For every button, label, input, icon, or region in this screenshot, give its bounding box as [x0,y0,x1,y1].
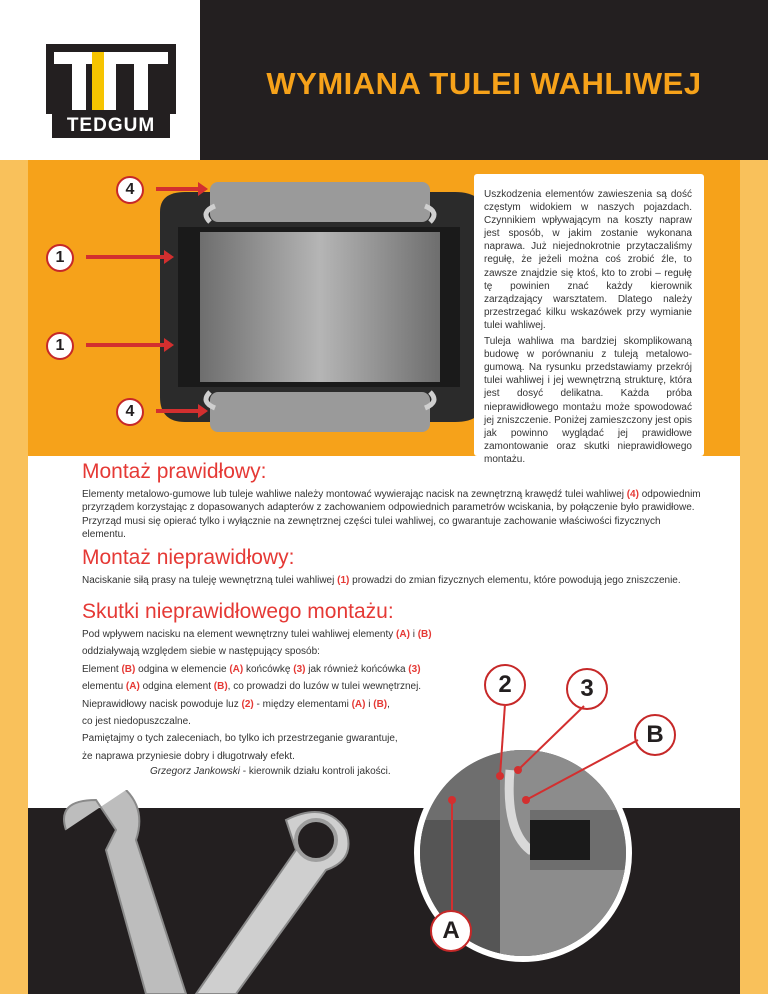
callout-1-bottom: 1 [46,332,74,360]
incorrect-mounting-text: Naciskanie siłą prasy na tuleję wewnętrzną tulei wahliwej (1) prowadzi do zmian fizycznych elementu, które powodują jego zniszczenie. [82,575,681,586]
wrench-icon [36,790,366,994]
callout-4-bottom: 4 [116,398,144,426]
right-stripe [740,160,768,994]
detail-label-a: A [430,910,472,952]
detail-label-3: 3 [566,668,608,710]
correct-mounting-heading: Montaż prawidłowy: [82,460,267,483]
detail-label-b: B [634,714,676,756]
arrow-1-top [86,255,166,259]
intro-text-box [474,174,704,465]
arrow-4-bottom [156,409,200,413]
arrow-1-bottom [86,343,166,347]
effects-heading: Skutki nieprawidłowego montażu: [82,600,394,623]
intro-paragraph-1: Uszkodzenia elementów zawieszenia są dość częstym widokiem w naszych pojazdach. Czynnikiem wpływającym na koszty napraw jest sposób, w jakim zostanie wykonana naprawa. Już niejednokrotnie przytaczaliśmy regułę, że jeżeli można coś zrobić źle, to zawsze znajdzie się ktoś, kto to zrobi – regułę tę powinien znać każdy kierownik zarządzający warsztatem. Dlatego należy przestrzegać kilku wskazówek przy wymianie tulei wahliwej. [484,189,692,331]
page-title: WYMIANA TULEI WAHLIWEJ [266,66,702,101]
logo-text: TEDGUM [52,114,170,138]
detail-label-2: 2 [484,664,526,706]
left-stripe [0,160,28,994]
bushing-cross-section-image [140,172,500,442]
effects-text: Pod wpływem nacisku na element wewnętrzny tulei wahliwej elementy (A) i (B) oddziaływają względem siebie w następujący sposób: Element (B) odgina w elemencie (A) końcówkę (3) jak również końcówka (3) elementu (A) odgina element (B), co prowadzi do luzów w tulei wewnętrznej. Nieprawidłowy nacisk powoduje luz (2) - między elementami (A) i (B), co jest niedopuszczalne. Pamiętajmy o tych zaleceniach, bo tylko ich przestrzeganie gwarantuje, że naprawa przyniesie dobry i długotrwały efekt. [82,629,432,762]
callout-1-top: 1 [46,244,74,272]
incorrect-mounting-heading: Montaż nieprawidłowy: [82,546,295,569]
correct-mounting-text: Elementy metalowo-gumowe lub tuleje wahliwe należy montować wywierając nacisk na zewnętrzną krawędź tulei wahliwej (4) odpowiednim przyrządem korzystając z dopasowanych adapterów z zachowaniem odpowiednich parametrów wciskania, by połączenie było prawidłowe. Przyrząd musi się opierać tylko i wyłącznie na zewnętrznej części tulei wahliwej, co gwarantuje zachowanie właściwości fizycznych elementu. [82,489,701,540]
intro-paragraph-2: Tuleja wahliwa ma bardziej skomplikowaną budowę w porównaniu z tuleją metalowo-gumową. Na rysunku przedstawiamy przekrój tulei wahliwej i jej wewnętrzną strukturę, która jest dosyć delikatna. Każda próba nieprawidłowego montażu może spowodować jej zniszczenie. Poniżej zamieszczony jest opis jak powinno wyglądać jej prawidłowe zamontowanie oraz skutki nieprawidłowego montażu. [484,336,692,465]
arrow-4-top [156,187,200,191]
author-signature: Grzegorz Jankowski - kierownik działu kontroli jakości. [150,766,391,777]
callout-4-top: 4 [116,176,144,204]
